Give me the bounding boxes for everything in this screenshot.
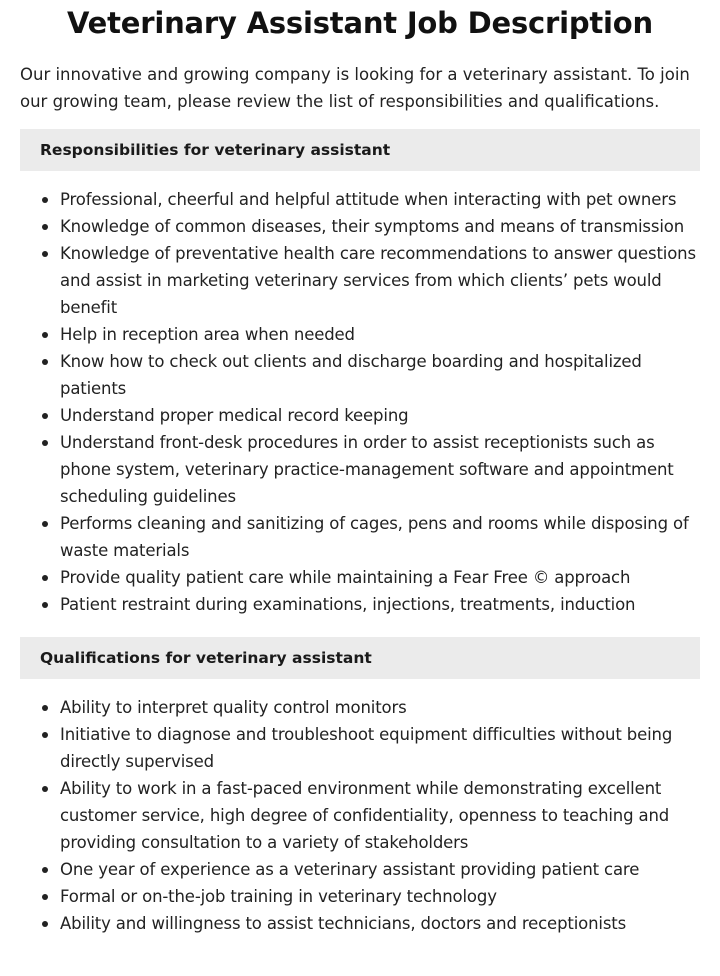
responsibilities-section	[20, 129, 700, 618]
responsibilities-heading: Responsibilities for veterinary assistant	[40, 141, 391, 159]
qualifications-section	[20, 637, 700, 937]
qualifications-header	[20, 637, 700, 679]
list-item: Professional, cheerful and helpful attitude when interacting with pet owners	[60, 186, 700, 213]
list-item: Patient restraint during examinations, injections, treatments, induction	[60, 591, 700, 618]
list-item: Initiative to diagnose and troubleshoot equipment difficulties without being directly supervised	[60, 721, 700, 775]
list-item: Understand front-desk procedures in order to assist receptionists such as phone system, veterinary practice-management software and appointment scheduling guidelines	[60, 429, 700, 510]
list-item: Knowledge of preventative health care recommendations to answer questions and assist in marketing veterinary services from which clients’ pets would benefit	[60, 240, 700, 321]
qualifications-heading: Qualifications for veterinary assistant	[40, 649, 372, 667]
list-item: Provide quality patient care while maintaining a Fear Free © approach	[60, 564, 700, 591]
list-item: Know how to check out clients and discharge boarding and hospitalized patients	[60, 348, 700, 402]
list-item: Ability to interpret quality control monitors	[60, 694, 700, 721]
list-item: Formal or on-the-job training in veterinary technology	[60, 883, 700, 910]
list-item: One year of experience as a veterinary assistant providing patient care	[60, 856, 700, 883]
list-item: Performs cleaning and sanitizing of cages, pens and rooms while disposing of waste materials	[60, 510, 700, 564]
qualifications-list	[20, 694, 700, 937]
list-item: Understand proper medical record keeping	[60, 402, 700, 429]
intro-paragraph: Our innovative and growing company is looking for a veterinary assistant. To join our growing team, please review the list of responsibilities and qualifications.	[20, 65, 690, 111]
responsibilities-list	[20, 186, 700, 618]
list-item: Ability and willingness to assist technicians, doctors and receptionists	[60, 910, 700, 937]
list-item: Help in reception area when needed	[60, 321, 700, 348]
list-item: Ability to work in a fast-paced environment while demonstrating excellent customer service, high degree of confidentiality, openness to teaching and providing consultation to a variety of stakeholders	[60, 775, 700, 856]
list-item: Knowledge of common diseases, their symptoms and means of transmission	[60, 213, 700, 240]
page-title: Veterinary Assistant Job Description	[67, 6, 653, 40]
responsibilities-header	[20, 129, 700, 171]
